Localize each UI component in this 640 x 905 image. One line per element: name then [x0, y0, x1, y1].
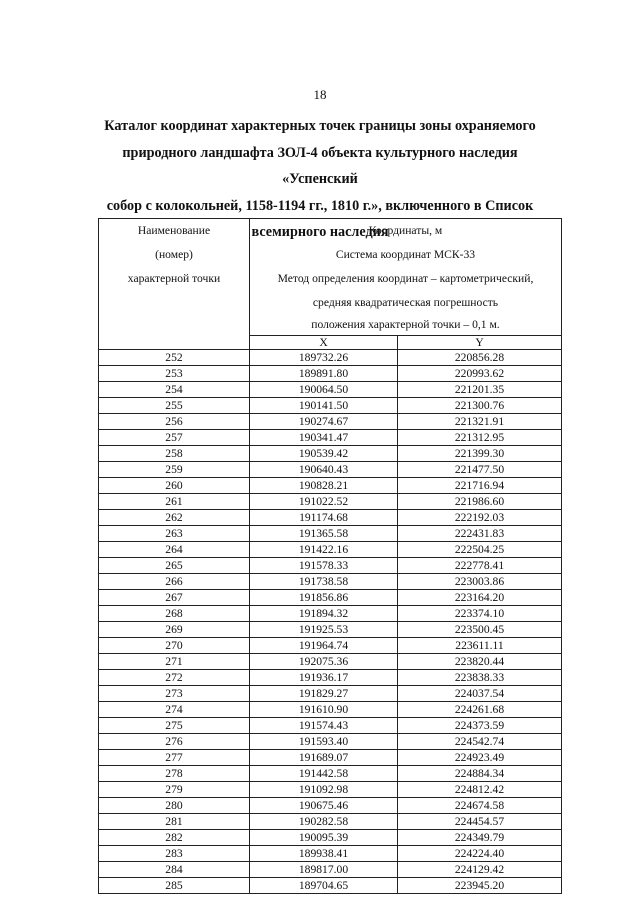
y-coordinate-cell: 223164.20 [398, 590, 562, 606]
table-row [99, 686, 562, 702]
table-row [99, 398, 562, 414]
y-coordinate-cell: 224349.79 [398, 830, 562, 846]
table-row [99, 654, 562, 670]
x-coordinate-cell: 191856.86 [250, 590, 398, 606]
point-number-cell: 269 [99, 622, 250, 638]
x-coordinate-cell: 189891.80 [250, 366, 398, 382]
y-coordinate-cell: 224674.58 [398, 798, 562, 814]
x-coordinate-cell: 190675.46 [250, 798, 398, 814]
x-coordinate-cell: 190640.43 [250, 462, 398, 478]
y-coordinate-cell: 221716.94 [398, 478, 562, 494]
point-number-cell: 262 [99, 510, 250, 526]
x-coordinate-cell: 190274.67 [250, 414, 398, 430]
table-row [99, 462, 562, 478]
table-row [99, 798, 562, 814]
point-number-cell: 275 [99, 718, 250, 734]
table-row [99, 494, 562, 510]
point-number-cell: 265 [99, 558, 250, 574]
header-line: средняя квадратическая погрешность [312, 296, 499, 309]
table-row [99, 558, 562, 574]
point-number-cell: 273 [99, 686, 250, 702]
point-number-cell: 260 [99, 478, 250, 494]
table-row [99, 878, 562, 894]
table-row [99, 670, 562, 686]
y-coordinate-cell: 221300.76 [398, 398, 562, 414]
header-line: Метод определения координат – картометрический, [277, 272, 534, 285]
y-coordinate-cell: 223945.20 [398, 878, 562, 894]
point-number-cell: 284 [99, 862, 250, 878]
title-line: Каталог координат характерных точек границы зоны охраняемого [104, 118, 536, 134]
point-number-cell: 254 [99, 382, 250, 398]
y-coordinate-cell: 221477.50 [398, 462, 562, 478]
x-coordinate-cell: 191593.40 [250, 734, 398, 750]
x-coordinate-cell: 190828.21 [250, 478, 398, 494]
point-number-cell: 258 [99, 446, 250, 462]
table-row [99, 542, 562, 558]
header-line: Система координат МСК-33 [335, 248, 476, 261]
x-coordinate-cell: 191894.32 [250, 606, 398, 622]
x-coordinate-cell: 190141.50 [250, 398, 398, 414]
table-row [99, 478, 562, 494]
table-row [99, 430, 562, 446]
table-row [99, 846, 562, 862]
y-coordinate-cell: 221201.35 [398, 382, 562, 398]
point-number-cell: 285 [99, 878, 250, 894]
y-coordinate-cell: 222431.83 [398, 526, 562, 542]
table-row [99, 414, 562, 430]
y-coordinate-cell: 224224.40 [398, 846, 562, 862]
x-coordinate-cell: 191578.33 [250, 558, 398, 574]
table-row [99, 350, 562, 366]
y-coordinate-cell: 222778.41 [398, 558, 562, 574]
point-number-cell: 282 [99, 830, 250, 846]
x-coordinate-cell: 191829.27 [250, 686, 398, 702]
y-coordinate-cell: 224812.42 [398, 782, 562, 798]
x-coordinate-cell: 190282.58 [250, 814, 398, 830]
y-coordinate-cell: 223820.44 [398, 654, 562, 670]
point-number-cell: 261 [99, 494, 250, 510]
y-coordinate-cell: 224454.57 [398, 814, 562, 830]
y-coordinate-cell: 223500.45 [398, 622, 562, 638]
y-coordinate-cell: 224923.49 [398, 750, 562, 766]
y-coordinate-cell: 220856.28 [398, 350, 562, 366]
point-number-cell: 279 [99, 782, 250, 798]
x-coordinate-cell: 191442.58 [250, 766, 398, 782]
x-coordinate-cell: 189704.65 [250, 878, 398, 894]
point-number-cell: 283 [99, 846, 250, 862]
x-coordinate-cell: 189817.00 [250, 862, 398, 878]
point-number-cell: 259 [99, 462, 250, 478]
y-coordinate-cell: 223611.11 [398, 638, 562, 654]
x-coordinate-cell: 191964.74 [250, 638, 398, 654]
table-row [99, 734, 562, 750]
table-row [99, 510, 562, 526]
title-line: собор с колокольней, 1158-1194 гг., 1810 г.», включенного в Список [106, 197, 534, 214]
x-coordinate-cell: 191689.07 [250, 750, 398, 766]
x-coordinate-cell: 190064.50 [250, 382, 398, 398]
x-coordinate-cell: 190341.47 [250, 430, 398, 446]
y-column-header: Y [398, 336, 562, 350]
header-line: Наименование [137, 224, 211, 237]
table-row [99, 574, 562, 590]
y-coordinate-cell: 220993.62 [398, 366, 562, 382]
table-row [99, 366, 562, 382]
point-number-cell: 252 [99, 350, 250, 366]
point-number-cell: 263 [99, 526, 250, 542]
table-row [99, 702, 562, 718]
header-line: характерной точки [127, 272, 221, 285]
x-coordinate-cell: 191574.43 [250, 718, 398, 734]
x-coordinate-cell: 191610.90 [250, 702, 398, 718]
table-row [99, 750, 562, 766]
table-row [99, 590, 562, 606]
x-coordinate-cell: 189732.26 [250, 350, 398, 366]
x-coordinate-cell: 191925.53 [250, 622, 398, 638]
point-number-cell: 267 [99, 590, 250, 606]
table-row [99, 862, 562, 878]
table-row [99, 446, 562, 462]
header-line: (номер) [155, 248, 193, 261]
y-coordinate-cell: 223003.86 [398, 574, 562, 590]
point-number-cell: 255 [99, 398, 250, 414]
table-row [99, 782, 562, 798]
y-coordinate-cell: 224129.42 [398, 862, 562, 878]
point-number-cell: 256 [99, 414, 250, 430]
x-column-header: X [250, 336, 398, 350]
x-coordinate-cell: 192075.36 [250, 654, 398, 670]
table-header-row [99, 219, 562, 336]
title-line: всемирного наследия [251, 224, 389, 240]
y-coordinate-cell: 224542.74 [398, 734, 562, 750]
x-coordinate-cell: 191422.16 [250, 542, 398, 558]
point-number-cell: 257 [99, 430, 250, 446]
y-coordinate-cell: 221312.95 [398, 430, 562, 446]
point-name-header [99, 219, 250, 350]
y-coordinate-cell: 223838.33 [398, 670, 562, 686]
point-number-cell: 278 [99, 766, 250, 782]
x-coordinate-cell: 191365.58 [250, 526, 398, 542]
y-coordinate-cell: 224261.68 [398, 702, 562, 718]
table-row [99, 830, 562, 846]
y-coordinate-cell: 224037.54 [398, 686, 562, 702]
y-coordinate-cell: 224884.34 [398, 766, 562, 782]
coordinates-header [250, 219, 562, 336]
point-number-cell: 270 [99, 638, 250, 654]
x-coordinate-cell: 190539.42 [250, 446, 398, 462]
y-coordinate-cell: 222192.03 [398, 510, 562, 526]
table-row [99, 606, 562, 622]
table-row [99, 766, 562, 782]
y-coordinate-cell: 221399.30 [398, 446, 562, 462]
title-line: природного ландшафта ЗОЛ-4 объекта культурного наследия «Успенский [122, 144, 518, 187]
y-coordinate-cell: 223374.10 [398, 606, 562, 622]
header-line: положения характерной точки – 0,1 м. [311, 318, 500, 331]
page-number: 18 [313, 87, 327, 102]
x-coordinate-cell: 189938.41 [250, 846, 398, 862]
point-number-cell: 253 [99, 366, 250, 382]
point-number-cell: 281 [99, 814, 250, 830]
table-row [99, 814, 562, 830]
table-row [99, 382, 562, 398]
coordinates-table [98, 218, 562, 894]
x-coordinate-cell: 191738.58 [250, 574, 398, 590]
point-number-cell: 268 [99, 606, 250, 622]
table-row [99, 638, 562, 654]
y-coordinate-cell: 221986.60 [398, 494, 562, 510]
point-number-cell: 280 [99, 798, 250, 814]
table-row [99, 718, 562, 734]
x-coordinate-cell: 191022.52 [250, 494, 398, 510]
point-number-cell: 266 [99, 574, 250, 590]
y-coordinate-cell: 222504.25 [398, 542, 562, 558]
header-line: Координаты, м [368, 224, 443, 237]
point-number-cell: 274 [99, 702, 250, 718]
table-row [99, 622, 562, 638]
y-coordinate-cell: 221321.91 [398, 414, 562, 430]
point-number-cell: 264 [99, 542, 250, 558]
point-number-cell: 276 [99, 734, 250, 750]
point-number-cell: 271 [99, 654, 250, 670]
point-number-cell: 272 [99, 670, 250, 686]
x-coordinate-cell: 191936.17 [250, 670, 398, 686]
x-coordinate-cell: 191174.68 [250, 510, 398, 526]
x-coordinate-cell: 191092.98 [250, 782, 398, 798]
point-number-cell: 277 [99, 750, 250, 766]
y-coordinate-cell: 224373.59 [398, 718, 562, 734]
table-row [99, 526, 562, 542]
x-coordinate-cell: 190095.39 [250, 830, 398, 846]
